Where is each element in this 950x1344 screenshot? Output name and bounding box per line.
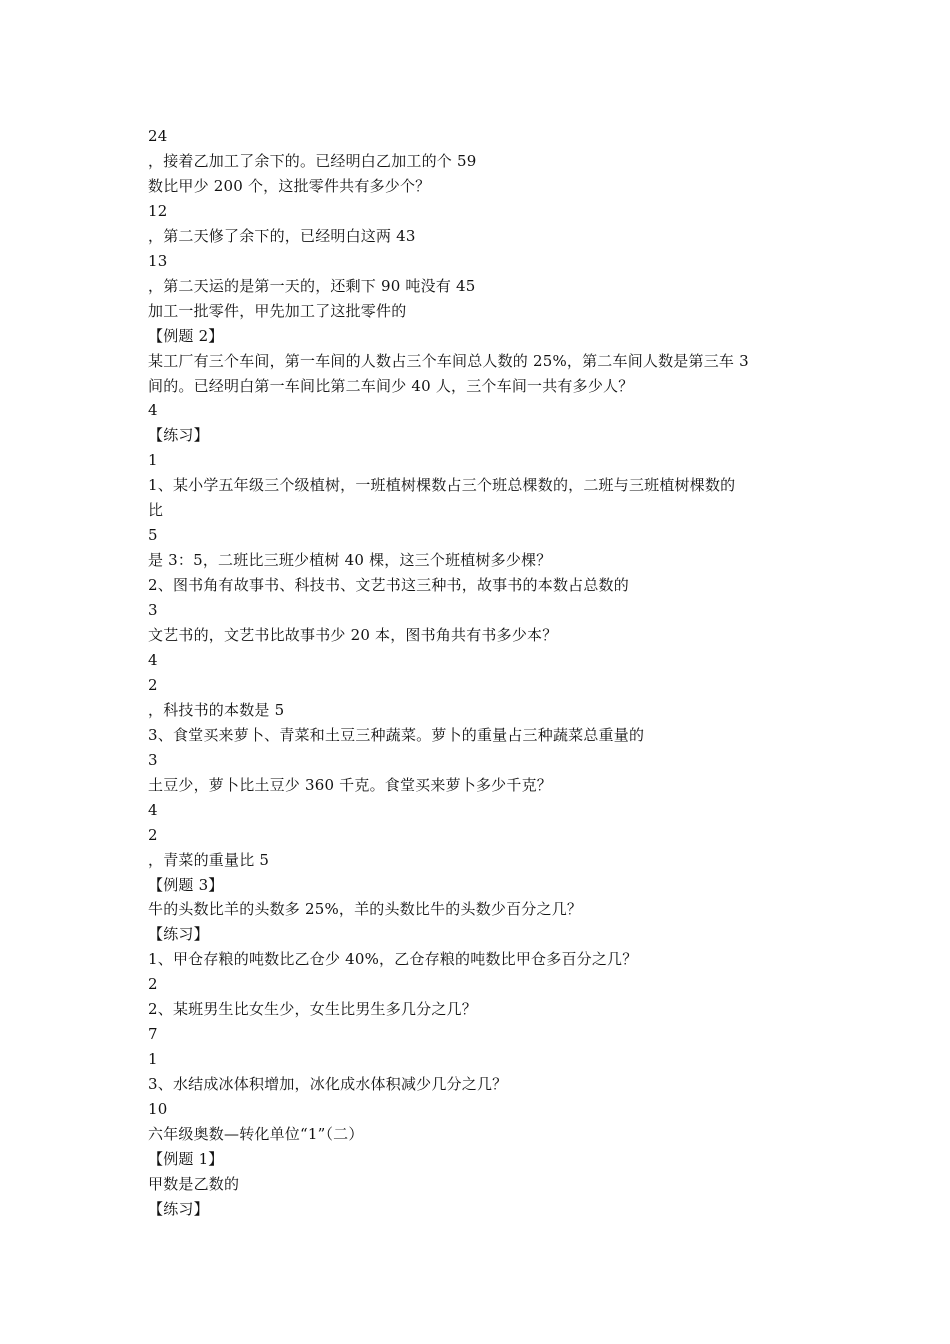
text-line: 【例题 3】 bbox=[148, 875, 224, 894]
text-line: 1、甲仓存粮的吨数比乙仓少 40%，乙仓存粮的吨数比甲仓多百分之几？ bbox=[148, 950, 638, 969]
text-line: 1 bbox=[148, 1050, 158, 1069]
text-line: 某工厂有三个车间，第一车间的人数占三个车间总人数的 25%，第二车间人数是第三车 3 bbox=[148, 351, 749, 370]
text-line: 加工一批零件，甲先加工了这批零件的 bbox=[148, 301, 407, 320]
text-line: ，科技书的本数是 5 bbox=[148, 700, 285, 719]
text-line: 4 bbox=[148, 650, 158, 669]
text-line: 2 bbox=[148, 675, 158, 694]
text-line: 1、某小学五年级三个级植树，一班植树棵数占三个班总棵数的，二班与三班植树棵数的 bbox=[148, 476, 736, 495]
text-line: 5 bbox=[148, 526, 158, 545]
text-line: 甲数是乙数的 bbox=[148, 1174, 240, 1193]
text-line: 2、图书角有故事书、科技书、文艺书这三种书，故事书的本数占总数的 bbox=[148, 576, 629, 595]
text-line: 【练习】 bbox=[148, 426, 209, 445]
text-line: 1 bbox=[148, 451, 158, 470]
text-line: 7 bbox=[148, 1025, 158, 1044]
text-line: 【练习】 bbox=[148, 1199, 209, 1218]
text-line: 3、食堂买来萝卜、青菜和土豆三种蔬菜。萝卜的重量占三种蔬菜总重量的 bbox=[148, 725, 645, 744]
text-line: 12 bbox=[148, 201, 168, 220]
text-line: 2 bbox=[148, 975, 158, 994]
text-line: 六年级奥数—转化单位“1”（二） bbox=[148, 1125, 364, 1143]
text-line: 【例题 1】 bbox=[148, 1149, 224, 1168]
text-line: 3 bbox=[148, 750, 158, 769]
text-line: 文艺书的，文艺书比故事书少 20 本，图书角共有书多少本？ bbox=[148, 626, 558, 644]
text-line: 13 bbox=[148, 251, 168, 270]
text-line: ，青菜的重量比 5 bbox=[148, 850, 270, 869]
text-line: ，接着乙加工了余下的。已经明白乙加工的个 59 bbox=[148, 151, 477, 170]
text-line: ，第二天修了余下的，已经明白这两 43 bbox=[148, 226, 416, 245]
text-line: 【练习】 bbox=[148, 925, 209, 944]
text-line: 土豆少，萝卜比土豆少 360 千克。食堂买来萝卜多少千克？ bbox=[148, 775, 552, 794]
text-line: 比 bbox=[148, 501, 164, 520]
text-line: 是 3：5，二班比三班少植树 40 棵，这三个班植树多少棵？ bbox=[148, 551, 552, 570]
text-line: 【例题 2】 bbox=[148, 326, 224, 345]
text-line: 10 bbox=[148, 1100, 168, 1119]
text-line: 4 bbox=[148, 401, 158, 420]
text-line: 24 bbox=[148, 127, 168, 145]
text-line: 3 bbox=[148, 601, 158, 620]
text-line: 2 bbox=[148, 825, 158, 844]
text-line: 牛的头数比羊的头数多 25%，羊的头数比牛的头数少百分之几？ bbox=[148, 900, 583, 919]
text-line: 3、水结成冰体积增加，冰化成水体积减少几分之几？ bbox=[148, 1075, 508, 1094]
text-line: 2、某班男生比女生少，女生比男生多几分之几？ bbox=[148, 1000, 477, 1019]
text-line: 4 bbox=[148, 800, 158, 819]
text-line: ，第二天运的是第一天的，还剩下 90 吨没有 45 bbox=[148, 276, 476, 295]
text-line: 间的。已经明白第一车间比第二车间少 40 人，三个车间一共有多少人？ bbox=[148, 376, 634, 395]
text-line: 数比甲少 200 个，这批零件共有多少个？ bbox=[148, 176, 431, 195]
